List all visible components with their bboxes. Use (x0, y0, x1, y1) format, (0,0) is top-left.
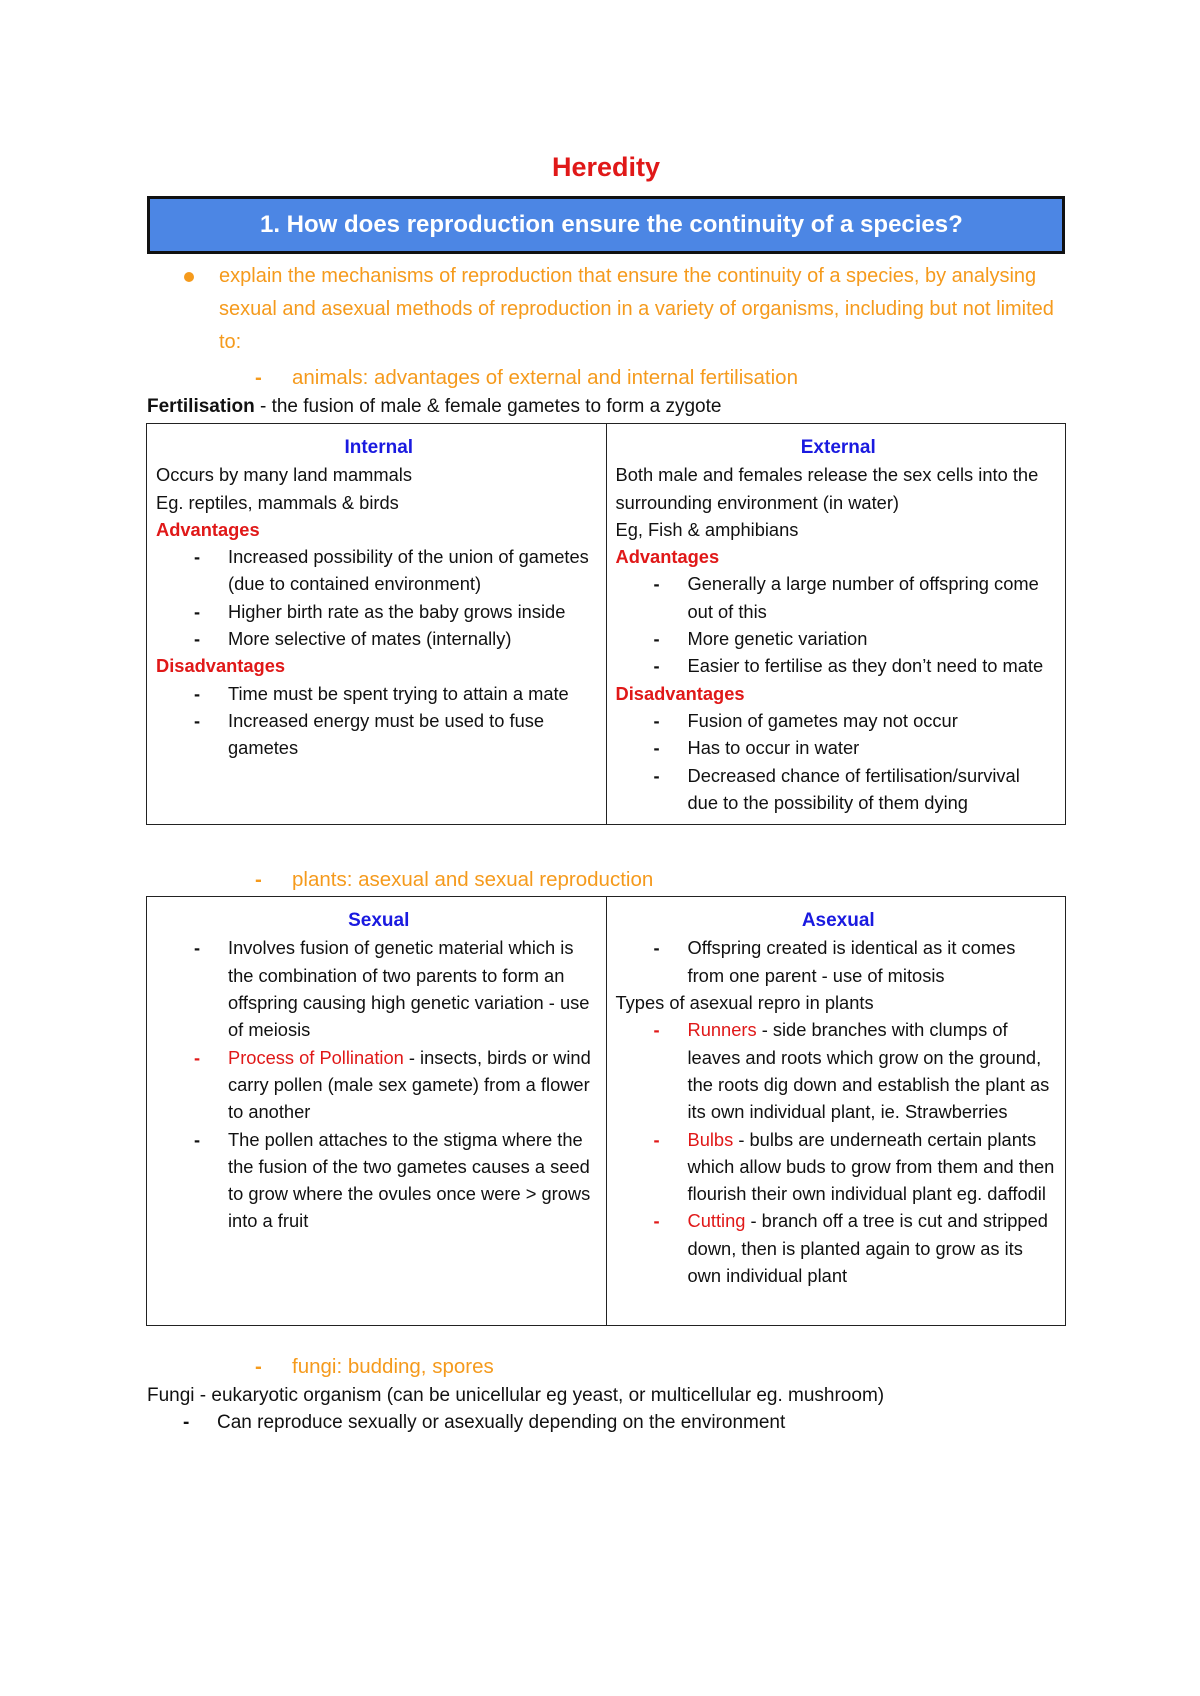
asexual-types-label: Types of asexual repro in plants (615, 992, 874, 1014)
dash-marker: - (255, 1355, 262, 1379)
fungi-point-text: Can reproduce sexually or asexually depending on the environment (217, 1412, 786, 1434)
list-item: - Higher birth rate as the baby grows inside (194, 600, 566, 622)
external-line1: Both male and females release the sex cells into the surrounding environment (in water) (615, 464, 1039, 513)
subpoint-fungi-text: fungi: budding, spores (292, 1355, 494, 1379)
external-advantages-label: Advantages (615, 546, 720, 568)
external-disadvantages-label: Disadvantages (615, 682, 745, 704)
fertilisation-def-text: - the fusion of male & female gametes to form a zygote (254, 396, 722, 417)
question-text: 1. How does reproduction ensure the continuity of a species? (260, 211, 963, 238)
list-item: - Fusion of gametes may not occur (653, 709, 958, 731)
syllabus-dot-point (147, 260, 1065, 359)
subpoint-plants-text: plants: asexual and sexual reproduction (292, 868, 654, 892)
page-title: Heredity (551, 152, 661, 182)
fungi-definition: Fungi - eukaryotic organism (can be unicellular eg yeast, or multicellular eg. mushroom) (147, 1385, 885, 1407)
fertilisation-term: Fertilisation (147, 396, 255, 417)
subpoint-animals (147, 361, 1065, 394)
fertilisation-table (146, 423, 1066, 825)
list-item: - Increased energy must be used to fuse gametes (194, 709, 545, 759)
plant-reproduction-table (146, 896, 1066, 1326)
sexual-list (156, 934, 602, 1234)
external-advantages-list (616, 570, 1062, 679)
fertilisation-definition (147, 394, 1065, 420)
internal-disadvantages-list (156, 680, 602, 762)
list-item: - Decreased chance of fertilisation/survival due to the possibility of them dying (653, 764, 1020, 813)
list-item: - Time must be spent trying to attain a mate (194, 682, 569, 704)
internal-line1: Occurs by many land mammals (156, 464, 413, 486)
fungi-point (147, 1409, 1065, 1437)
list-item: - Cutting - branch off a tree is cut and stripped down, then is planted again to grow as its own individual plant (653, 1210, 1048, 1287)
list-item: - Runners - side branches with clumps of leaves and roots which grow on the ground, the roots dig down and establish the plant as its own individual plant, ie. Strawberries (653, 1019, 1050, 1123)
asexual-types-list (616, 1016, 1062, 1289)
list-item: - Offspring created is identical as it comes from one parent - use of mitosis (653, 937, 1016, 986)
subpoint-fungi (147, 1350, 1065, 1383)
asexual-cell (606, 897, 1066, 1326)
list-item: - Has to occur in water (653, 737, 860, 759)
list-item: - Involves fusion of genetic material which is the combination of two parents to form an offspring causing high genetic variation - use of meiosis (194, 937, 590, 1041)
bullet-dot-icon (184, 272, 194, 282)
dash-marker: - (255, 366, 262, 389)
external-heading: External (800, 437, 876, 458)
dash-marker: - (183, 1412, 190, 1434)
internal-cell (147, 424, 607, 825)
external-line2: Eg, Fish & amphibians (615, 518, 799, 540)
subpoint-animals-text: animals: advantages of external and internal fertilisation (292, 366, 798, 389)
dot-point-text: explain the mechanisms of reproduction that ensure the continuity of a species, by analysing sexual and asexual methods of reproduction in a variety of organisms, including but not limited to: (219, 265, 1054, 353)
asexual-heading: Asexual (801, 910, 875, 932)
external-cell (606, 424, 1066, 825)
dash-marker: - (255, 868, 262, 892)
internal-advantages-label: Advantages (156, 518, 260, 540)
asexual-list-intro (616, 934, 1062, 989)
list-item: - Easier to fertilise as they don’t need to mate (653, 655, 1044, 677)
sexual-cell (147, 897, 607, 1326)
sexual-heading: Sexual (348, 910, 410, 932)
list-item: - More genetic variation (653, 628, 868, 650)
list-item: - Process of Pollination - insects, birds or wind carry pollen (male sex gamete) from a flower to another (194, 1046, 591, 1123)
list-item: - More selective of mates (internally) (194, 628, 512, 650)
list-item: - Generally a large number of offspring come out of this (653, 573, 1039, 622)
question-banner (147, 196, 1065, 254)
external-disadvantages-list (616, 707, 1062, 816)
internal-advantages-list (156, 543, 602, 652)
list-item: - Increased possibility of the union of gametes (due to contained environment) (194, 546, 589, 595)
internal-line2: Eg. reptiles, mammals & birds (156, 491, 399, 513)
document-page (147, 150, 1065, 1437)
list-item: - Bulbs - bulbs are underneath certain plants which allow buds to grow from them and then flourish their own individual plant eg. daffodil (653, 1128, 1055, 1205)
internal-disadvantages-label: Disadvantages (156, 655, 286, 677)
list-item: - The pollen attaches to the stigma where the the fusion of the two gametes causes a seed to grow where the ovules once were > grows into a fruit (194, 1128, 591, 1232)
subpoint-plants (147, 863, 1065, 896)
internal-heading: Internal (344, 437, 414, 458)
